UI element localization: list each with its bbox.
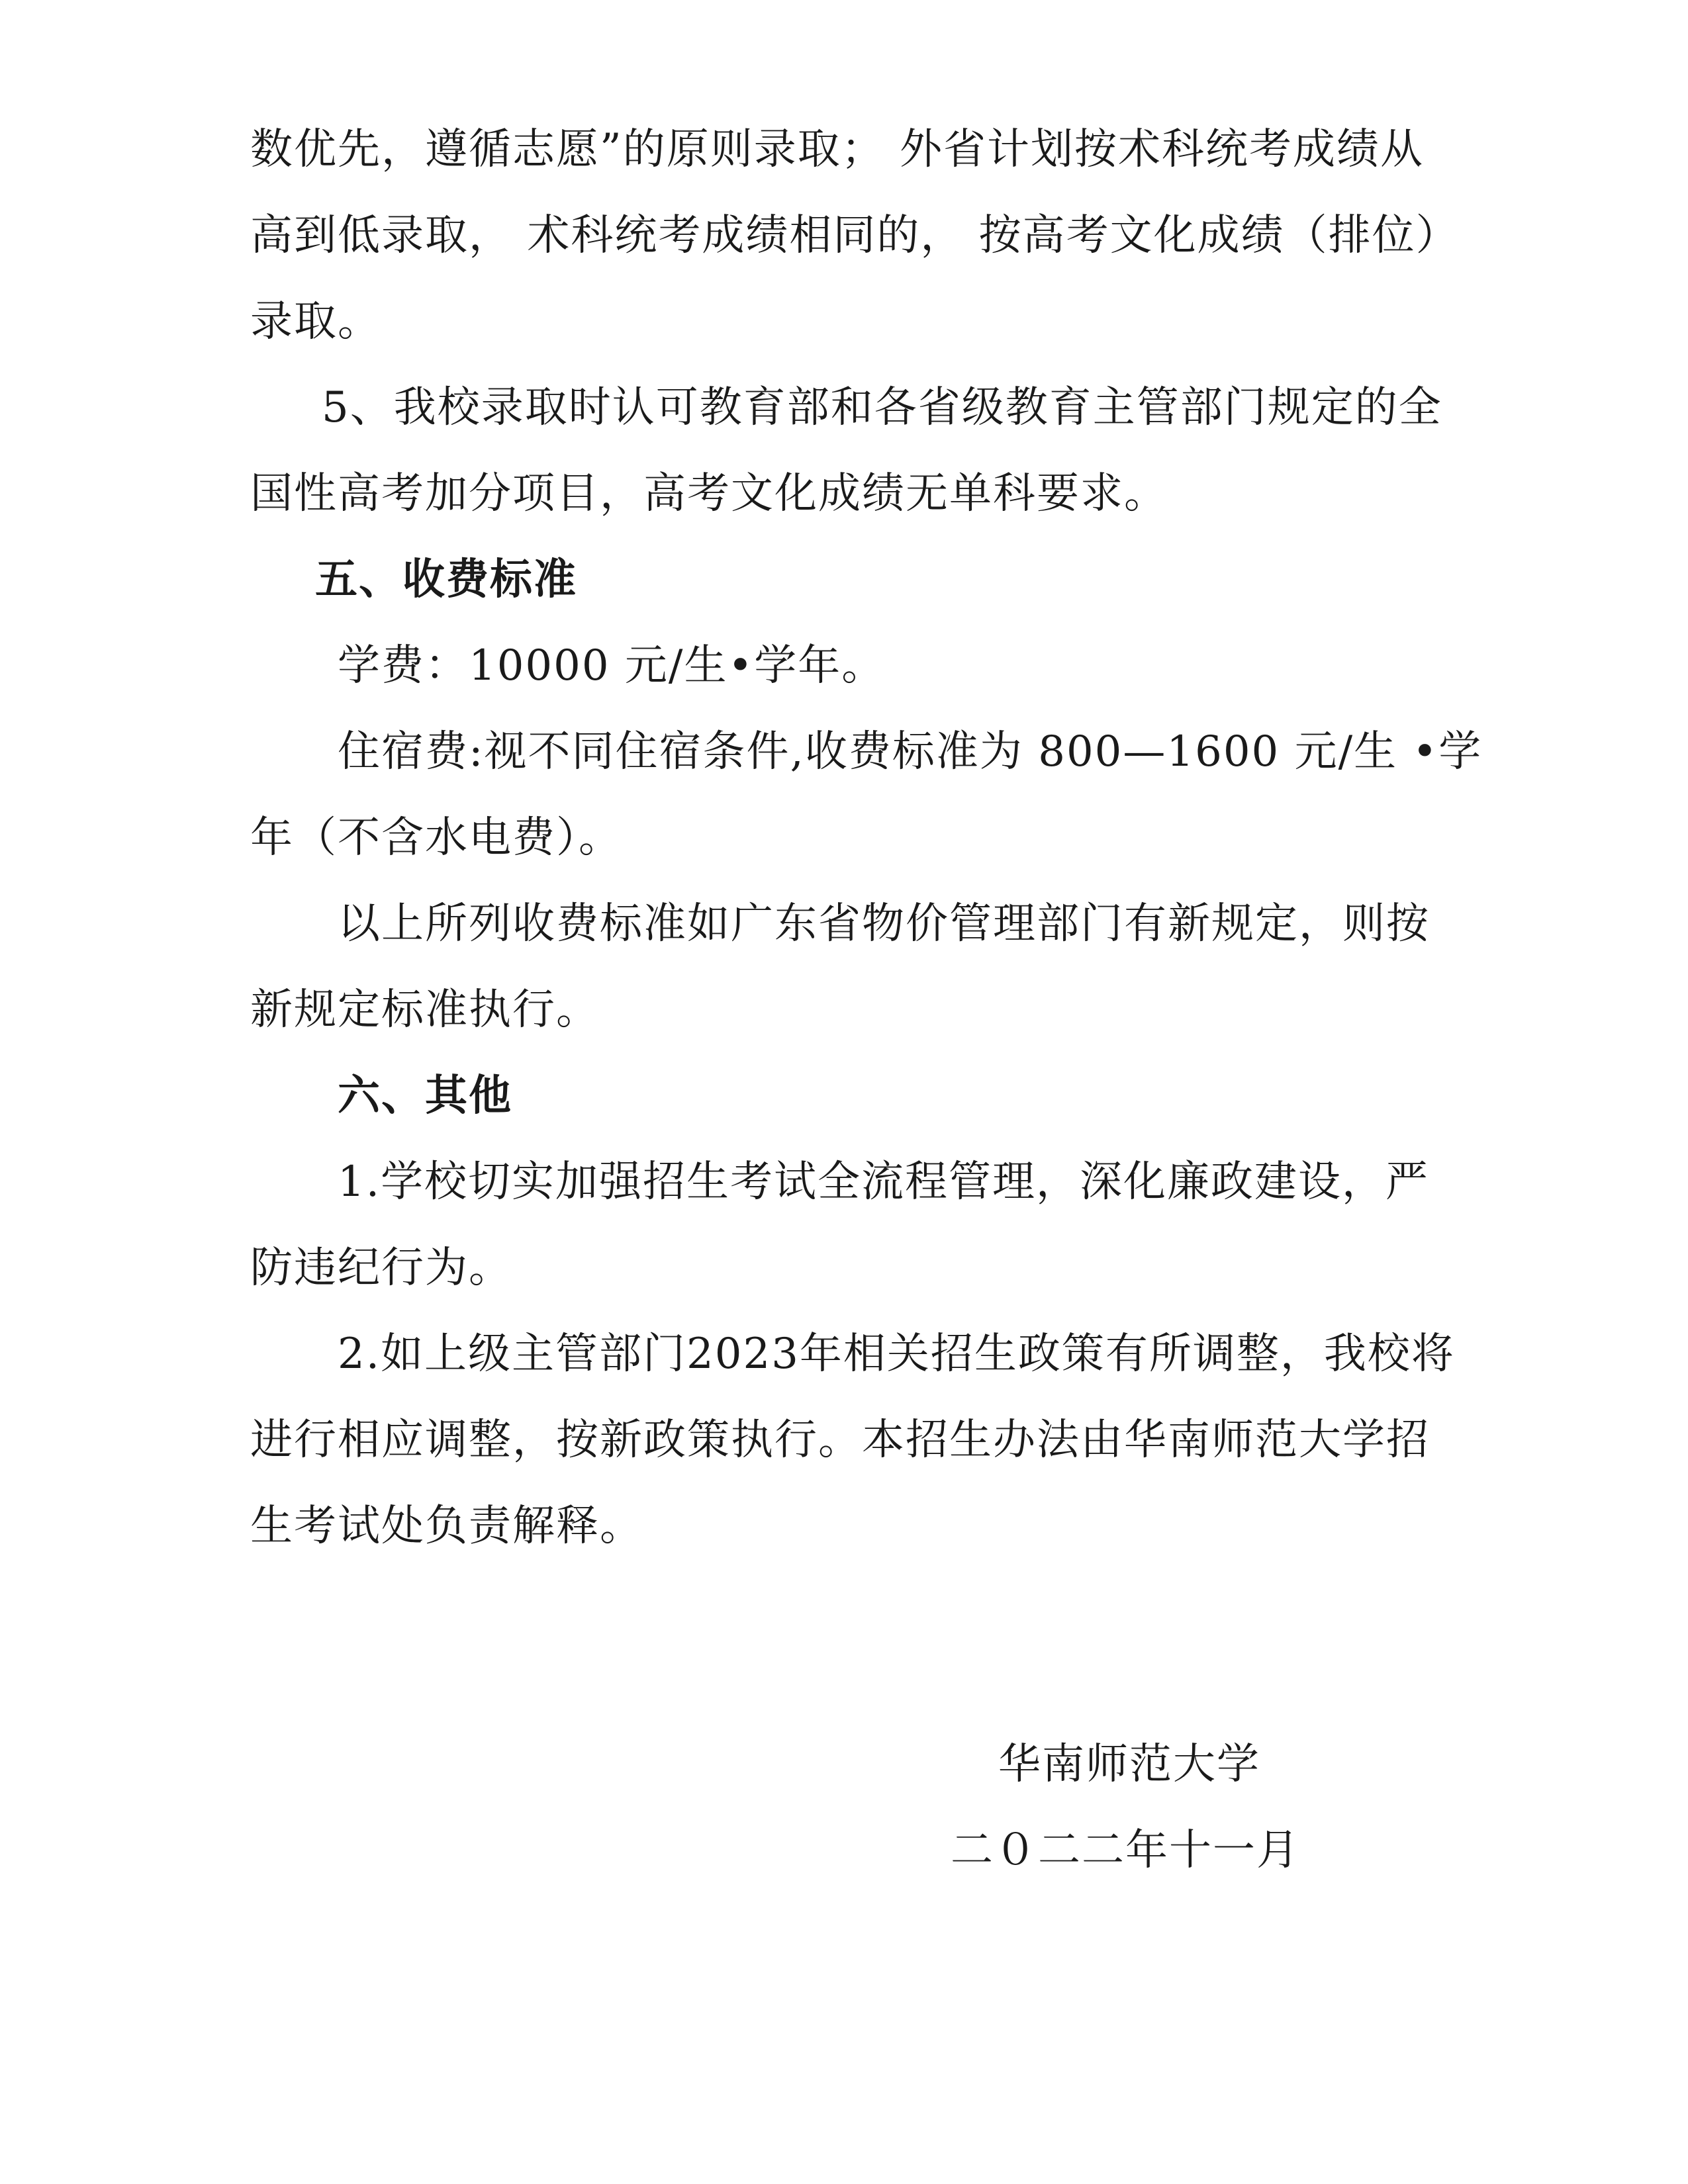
section-6-item-2-line-2: 进行相应调整，按新政策执行。本招生办法由华南师范大学招 [250, 1416, 1430, 1465]
section-5-heading: 五、收费标准 [315, 555, 577, 604]
section-6-item-2-line-3: 生考试处负责解释。 [250, 1502, 643, 1551]
item-5-line-1: 5、我校录取时认可教育部和各省级教育主管部门规定的全 [322, 383, 1442, 432]
tuition-fee: 学费：10000 元/生•学年。 [338, 641, 886, 690]
signature-date: 二０二二年十一月 [951, 1826, 1300, 1875]
section-6-item-1-line-2: 防违纪行为。 [250, 1244, 512, 1293]
fee-note-line-2: 新规定标准执行。 [250, 985, 600, 1034]
paragraph-admission-line-1: 数优先，遵循志愿”的原则录取； 外省计划按术科统考成绩从 [250, 125, 1425, 174]
signature-institution: 华南师范大学 [998, 1740, 1260, 1789]
accommodation-fee-line-2: 年（不含水电费）。 [250, 813, 622, 862]
section-6-heading: 六、其他 [338, 1071, 512, 1120]
accommodation-fee-line-1: 住宿费:视不同住宿条件,收费标准为 800—1600 元/生 •学 [338, 727, 1483, 776]
paragraph-admission-line-2: 高到低录取， 术科统考成绩相同的， 按高考文化成绩（排位） [250, 211, 1460, 260]
paragraph-admission-line-3: 录取。 [250, 297, 381, 346]
section-6-item-1-line-1: 1.学校切实加强招生考试全流程管理，深化廉政建设，严 [338, 1158, 1430, 1206]
fee-note-line-1: 以上所列收费标准如广东省物价管理部门有新规定，则按 [338, 899, 1430, 948]
section-6-item-2-line-1: 2.如上级主管部门2023年相关招生政策有所调整，我校将 [338, 1330, 1455, 1379]
item-5-line-2: 国性高考加分项目，高考文化成绩无单科要求。 [250, 469, 1168, 518]
